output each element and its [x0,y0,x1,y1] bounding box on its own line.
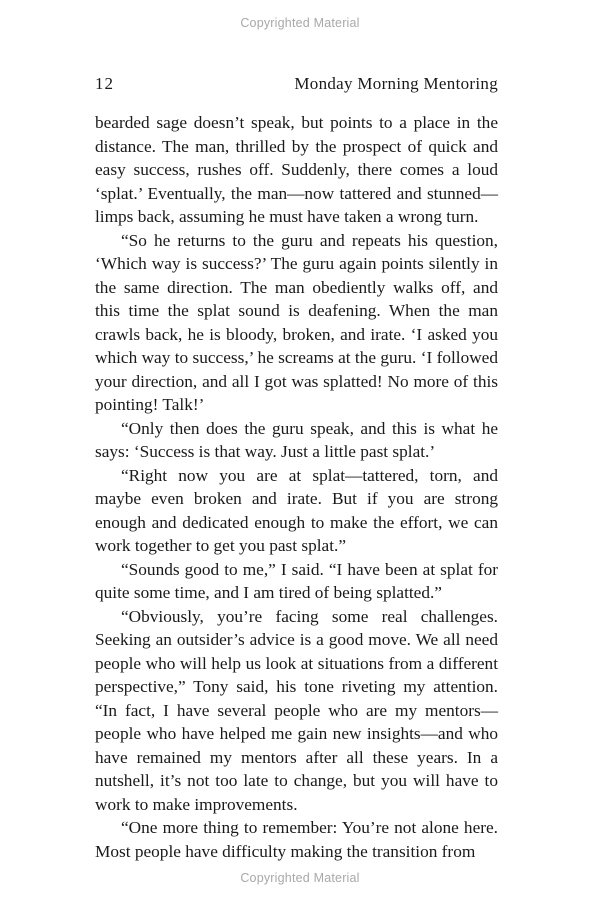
paragraph-4: “Right now you are at splat—tattered, torn, and maybe even broken and irate. But if you are strong enough and dedicated enough to make the effort, we can work together to get you past splat.” [95,465,498,555]
copyright-watermark-bottom: Copyrighted Material [240,871,360,885]
book-title: Monday Morning Mentoring [294,74,498,93]
running-header [95,73,498,95]
paragraph-1: bearded sage doesn’t speak, but points to a place in the distance. The man, thrilled by the prospect of quick and easy success, rushes off. Suddenly, there comes a loud ‘splat.’ Eventually, the man—now tattered and stunned—limps back, assuming he must have taken a wrong turn. [95,113,498,226]
copyright-watermark-top: Copyrighted Material [240,16,360,30]
paragraph-6: “Obviously, you’re facing some real challenges. Seeking an outsider’s advice is a good move. We all need people who will help us look at situations from a different perspective,” Tony said, his tone riveting my attention. “In fact, I have several people who are my mentors—people who have helped me gain new insights—and who have remained my mentors after all these years. In a nutshell, it’s not too late to change, but you will have to work to make improvements. [95,606,498,814]
paragraph-3: “Only then does the guru speak, and this is what he says: ‘Success is that way. Just a little past splat.’ [95,418,498,461]
paragraph-2: “So he returns to the guru and repeats his question, ‘Which way is success?’ The guru again points silently in the same direction. The man obediently walks off, and this time the splat sound is deafening. When the man crawls back, he is bloody, broken, and irate. ‘I asked you which way to success,’ he screams at the guru. ‘I followed your direction, and all I got was splatted! No more of this pointing! Talk!’ [95,230,498,414]
body-text [95,111,498,863]
paragraph-7: “One more thing to remember: You’re not alone here. Most people have difficulty making the transition from [95,818,498,861]
paragraph-5: “Sounds good to me,” I said. “I have been at splat for quite some time, and I am tired of being splatted.” [95,559,498,602]
page-number: 12 [95,74,114,93]
